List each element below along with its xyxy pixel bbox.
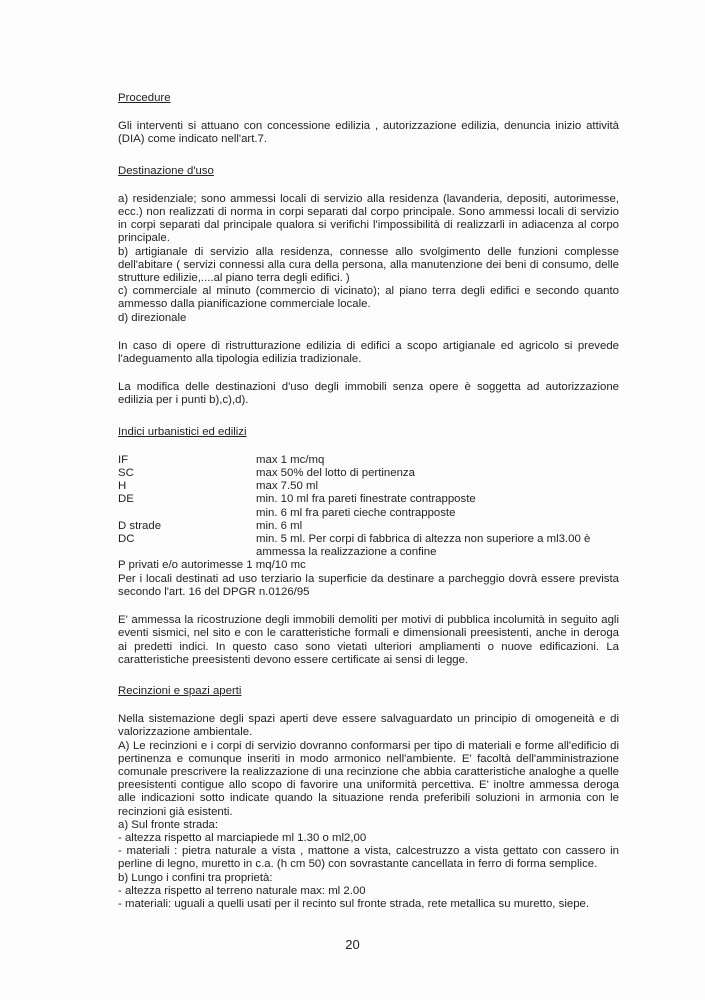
destinazione-item-a: a) residenziale; sono ammessi locali di servizio alla residenza (lavanderia, depositi, autorimesse, ecc.) non realizzati di norma in corpi separati dal corpo principale. Sono ammessi locali di servizio in corpi separati dal principale qualora si verifichi l'impossibilità di realizzarli in adiacenza al corpo principale. xyxy=(118,192,619,245)
indici-value: max 1 mc/mq xyxy=(256,453,325,466)
fronte-strada-materiali: - materiali : pietra naturale a vista , mattone a vista, calcestruzzo a vista gettato con cassero in perline di legno, muretto in c.a. (h cm 50) con sovrastante cancellata in ferro di forma semplice. xyxy=(118,845,619,871)
confini-materiali: - materiali: uguali a quelli usati per il recinto sul fronte strada, rete metallica su muretto, siepe. xyxy=(118,897,590,910)
indici-value: max 50% del lotto di pertinenza xyxy=(256,467,415,480)
destinazione-item-b: b) artigianale di servizio alla residenza, connesse allo svolgimento delle funzioni complesse dell'abitare ( servizi connessi alla cura della persona, alla manutenzione dei beni di consumo, delle strutture edilizie,....al piano terra degli edifici. ) xyxy=(118,245,619,285)
procedure-heading: Procedure xyxy=(118,92,171,104)
parcheggi-terziario: Per i locali destinati ad uso terziario la superficie da destinare a parcheggio dovrà essere prevista secondo l'art. 16 del DPGR n.0126/95 xyxy=(118,572,619,598)
page-number: 20 xyxy=(345,937,360,952)
indici-table xyxy=(118,454,619,560)
fronte-strada-label: a) Sul fronte strada: xyxy=(118,818,219,831)
indici-value: min. 5 ml. Per corpi di fabbrica di altezza non superiore a ml3.00 è ammessa la realizzazione a confine xyxy=(256,533,591,559)
indici-value: min. 6 ml fra pareti cieche contrapposte xyxy=(256,506,456,519)
indici-key: IF xyxy=(118,453,129,466)
indici-key: DC xyxy=(118,533,135,546)
destinazione-item-c: c) commerciale al minuto (commercio di vicinato); al piano terra degli edifici e secondo quanto ammesso dalla pianificazione commerciale locale. xyxy=(118,285,619,311)
parcheggi-privati: P privati e/o autorimesse 1 mq/10 mc xyxy=(118,559,306,572)
destinazione-heading: Destinazione d'uso xyxy=(118,164,214,177)
ricostruzione-paragraph: E' ammessa la ricostruzione degli immobili demoliti per motivi di pubblica incolumità in seguito agli eventi sismici, nel sito e con le caratteristiche formali e dimensionali preesistenti, anche in deroga ai predetti indici. In questo caso sono vietati ulteriori ampliamenti o nuove edificazioni. La caratteristiche preesistenti devono essere certificate ai sensi di legge. xyxy=(118,614,619,666)
indici-row-if xyxy=(118,454,619,467)
indici-key: SC xyxy=(118,467,134,480)
indici-row-d-strade xyxy=(118,520,619,533)
fronte-strada-altezza: - altezza rispetto al marciapiede ml 1.30 o ml2,00 xyxy=(118,831,367,844)
procedure-text: Gli interventi si attuano con concessione edilizia , autorizzazione edilizia, denuncia inizio attività (DIA) come indicato nell'art.7. xyxy=(118,120,619,146)
recinzioni-heading: Recinzioni e spazi aperti xyxy=(118,684,242,697)
indici-heading: Indici urbanistici ed edilizi xyxy=(118,425,247,438)
ristrutturazione-paragraph: In caso di opere di ristrutturazione edilizia di edifici a scopo artigianale ed agricolo si prevede l'adeguamento alla tipologia edilizia tradizionale. xyxy=(118,339,619,366)
recinzioni-paragraph-a: A) Le recinzioni e i corpi di servizio dovranno conformarsi per tipo di materiali e forme all'edificio di pertinenza e comunque inseriti in modo armonico nell'ambiente. E' facoltà dell'amministrazione comunale prescrivere la realizzazione di una recinzione che abbia caratteristiche analoghe a quelle preesistenti contigue allo scopo di favorire una uniformità percettiva. E' inoltre ammessa deroga alle indicazioni sotto indicate quando la situazione renda preferibili soluzioni in armonia con le recinzioni già esistenti. xyxy=(118,739,619,818)
modifica-destinazione-paragraph: La modifica delle destinazioni d'uso degli immobili senza opere è soggetta ad autorizzazione edilizia per i punti b),c),d). xyxy=(118,381,619,407)
indici-value: min. 6 ml xyxy=(256,519,303,532)
indici-value: min. 10 ml fra pareti finestrate contrapposte xyxy=(256,493,476,506)
indici-key xyxy=(118,507,256,520)
recinzioni-intro: Nella sistemazione degli spazi aperti deve essere salvaguardato un principio di omogeneità e di valorizzazione ambientale. xyxy=(118,713,619,739)
indici-key: H xyxy=(118,480,127,493)
indici-row-dc xyxy=(118,533,619,559)
indici-row-h xyxy=(118,480,619,493)
destinazione-item-d: d) direzionale xyxy=(118,311,187,324)
indici-key: D strade xyxy=(118,519,162,532)
confini-label: b) Lungo i confini tra proprietà: xyxy=(118,871,273,884)
indici-key: DE xyxy=(118,493,134,506)
indici-row-de-cieche xyxy=(118,507,619,520)
confini-altezza: - altezza rispetto al terreno naturale max: ml 2.00 xyxy=(118,884,366,897)
indici-row-sc xyxy=(118,467,619,480)
indici-row-de xyxy=(118,493,619,506)
indici-value: max 7.50 ml xyxy=(256,480,319,493)
